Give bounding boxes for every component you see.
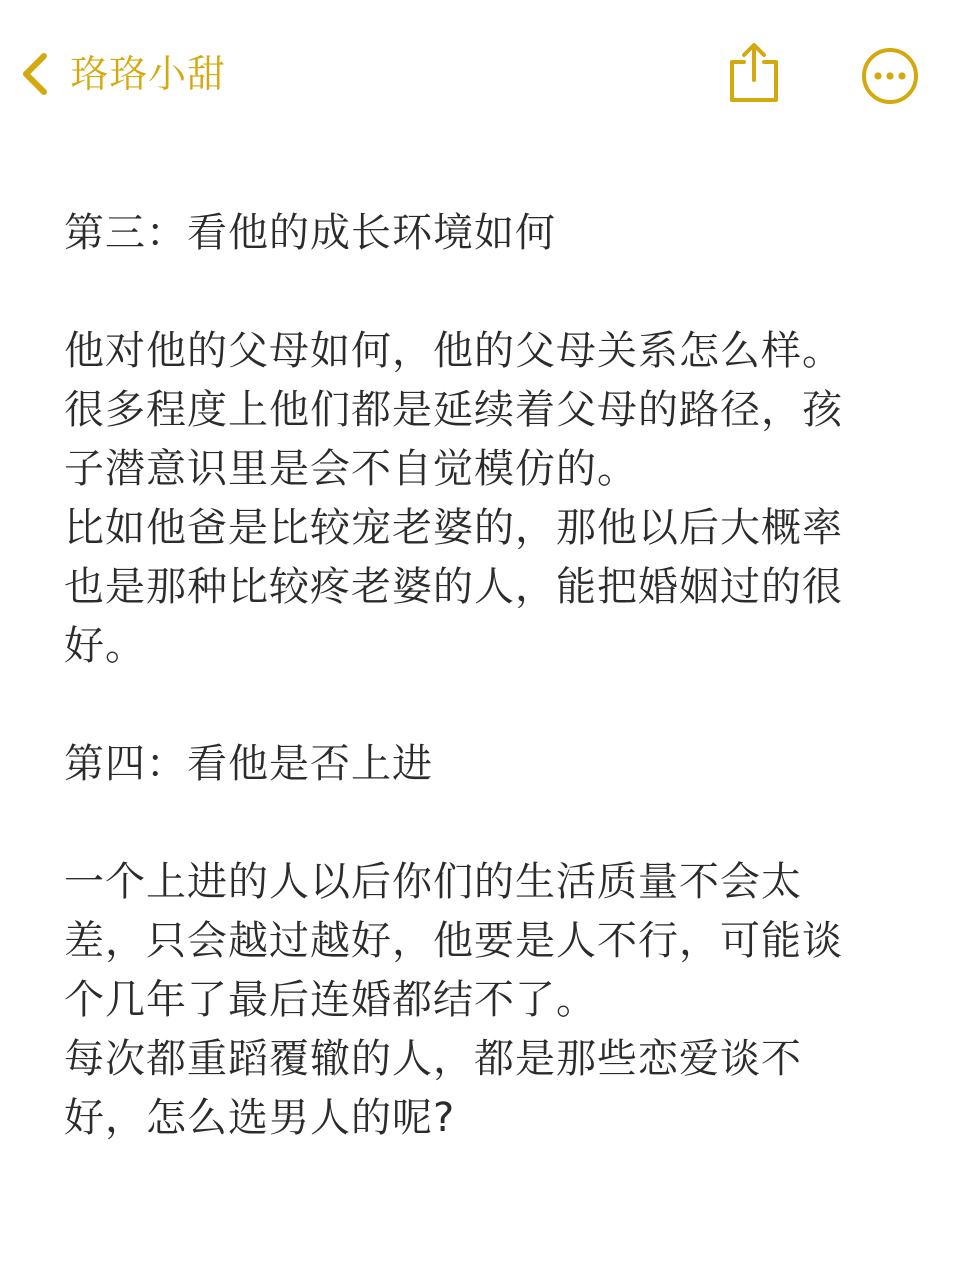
blank-line xyxy=(64,676,924,735)
note-line: 他对他的父母如何，他的父母关系怎么样。 xyxy=(64,328,843,374)
note-line: 每次都重蹈覆辙的人，都是那些恋爱谈不 xyxy=(64,1036,802,1082)
section-heading-four: 第四：看他是否上进 xyxy=(64,741,433,787)
note-line: 子潜意识里是会不自觉模仿的。 xyxy=(64,446,638,492)
section-heading-three: 第三：看他的成长环境如何 xyxy=(64,210,556,256)
note-line: 也是那种比较疼老婆的人，能把婚姻过的很 xyxy=(64,564,843,610)
note-line: 个几年了最后连婚都结不了。 xyxy=(64,977,597,1023)
blank-line xyxy=(64,794,924,853)
more-icon[interactable] xyxy=(860,46,920,106)
share-icon[interactable] xyxy=(726,40,782,106)
back-label: 珞珞小甜 xyxy=(70,52,227,96)
note-line: 好。 xyxy=(64,623,146,669)
note-line: 差，只会越过越好，他要是人不行，可能谈 xyxy=(64,918,843,964)
note-body[interactable] xyxy=(64,204,924,1148)
back-button[interactable] xyxy=(18,44,226,104)
note-line: 很多程度上他们都是延续着父母的路径，孩 xyxy=(64,387,843,433)
note-line: 比如他爸是比较宠老婆的，那他以后大概率 xyxy=(64,505,843,551)
note-line: 一个上进的人以后你们的生活质量不会太 xyxy=(64,859,802,905)
navigation-bar xyxy=(0,0,960,150)
blank-line xyxy=(64,263,924,322)
note-line: 好，怎么选男人的呢? xyxy=(64,1095,456,1141)
chevron-left-icon xyxy=(18,50,52,98)
